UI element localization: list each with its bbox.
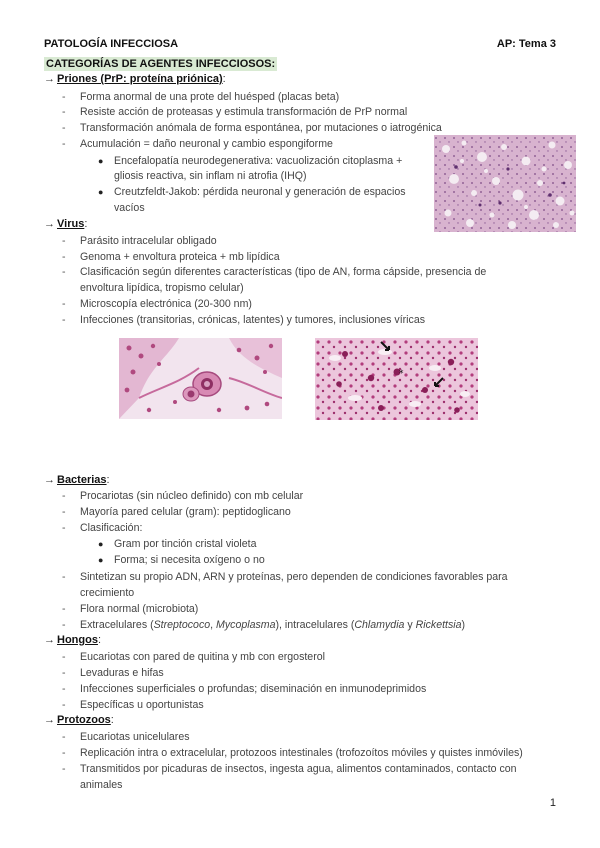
dash-bullet-icon: - [62, 683, 66, 695]
dash-bullet-icon: - [62, 266, 66, 278]
virus-micrograph-image-1 [119, 338, 282, 419]
arrow-right-icon: → [44, 474, 55, 486]
dash-bullet-icon: - [62, 571, 66, 583]
dash-bullet-icon: - [62, 106, 66, 118]
list-subitem: Encefalopatía neurodegenerativa: vacuolización citoplasma + [114, 155, 403, 167]
dash-bullet-icon: - [62, 699, 66, 711]
list-item: animales [80, 779, 123, 791]
dot-bullet-icon: ● [98, 555, 104, 565]
prion-micrograph-image [434, 135, 576, 232]
svg-text:*: * [399, 369, 404, 379]
arrow-right-icon: → [44, 218, 55, 230]
dash-bullet-icon: - [62, 235, 66, 247]
arrow-right-icon: → [44, 634, 55, 646]
list-item: Genoma + envoltura proteica + mb lipídica [80, 251, 280, 263]
list-item: Específicas u oportunistas [80, 699, 204, 711]
arrow-right-icon: → [44, 714, 55, 726]
dash-bullet-icon: - [62, 763, 66, 775]
list-subitem: vacíos [114, 202, 145, 214]
page-number: 1 [549, 797, 556, 809]
dash-bullet-icon: - [62, 506, 66, 518]
dash-bullet-icon: - [62, 251, 66, 263]
list-item: Resiste acción de proteasas y estimula transformación de PrP normal [80, 106, 408, 118]
heading-virus: → Virus: [44, 218, 88, 230]
dash-bullet-icon: - [62, 747, 66, 759]
list-subitem: Gram por tinción cristal violeta [114, 538, 257, 550]
dash-bullet-icon: - [62, 122, 66, 134]
list-item: Transformación anómala de forma espontánea, por mutaciones o iatrogénica [80, 122, 442, 134]
list-item: Eucariotas con pared de quitina y mb con ergosterol [80, 651, 325, 663]
dot-bullet-icon: ● [98, 539, 104, 549]
dash-bullet-icon: - [62, 522, 66, 534]
heading-protozoos: → Protozoos: [44, 714, 114, 726]
list-item: Mayoría pared celular (gram): peptidoglicano [80, 506, 291, 518]
list-item: Microscopía electrónica (20-300 nm) [80, 298, 252, 310]
list-item-extracelulares: Extracelulares (Streptococo, Mycoplasma), intracelulares (Chlamydia y Rickettsia) [80, 619, 466, 631]
list-item: Transmitidos por picaduras de insectos, ingesta agua, alimentos contaminados, contacto con [80, 763, 517, 775]
dash-bullet-icon: - [62, 603, 66, 615]
dash-bullet-icon: - [62, 667, 66, 679]
list-item: Levaduras e hifas [80, 667, 164, 679]
heading-hongos: → Hongos: [44, 634, 102, 646]
section-title: CATEGORÍAS DE AGENTES INFECCIOSOS: [46, 58, 276, 70]
heading-priones: → Priones (PrP: proteína priónica): [44, 73, 226, 85]
list-item: envoltura lipídica, tropismo celular) [80, 282, 244, 294]
list-item: Clasificación según diferentes características (tipo de AN, forma cápside, presencia de [80, 266, 487, 278]
list-item: crecimiento [80, 587, 135, 599]
dot-bullet-icon: ● [98, 187, 104, 197]
list-subitem: Forma; si necesita oxígeno o no [114, 554, 265, 566]
dash-bullet-icon: - [62, 91, 66, 103]
dash-bullet-icon: - [62, 651, 66, 663]
heading-bacterias: → Bacterias: [44, 474, 110, 486]
arrow-right-icon: → [44, 73, 55, 85]
dash-bullet-icon: - [62, 619, 66, 631]
dash-bullet-icon: - [62, 731, 66, 743]
list-item: Procariotas (sin núcleo definido) con mb celular [80, 490, 304, 502]
header-topic: AP: Tema 3 [496, 38, 556, 50]
list-item: Forma anormal de una prote del huésped (placas beta) [80, 91, 340, 103]
list-item: Flora normal (microbiota) [80, 603, 199, 615]
virus-micrograph-image-2 [315, 338, 478, 420]
list-item: Parásito intracelular obligado [80, 235, 217, 247]
header-subject: PATOLOGÍA INFECCIOSA [44, 38, 179, 50]
list-item: Infecciones superficiales o profundas; diseminación en inmunodeprimidos [80, 683, 427, 695]
list-item: Sintetizan su propio ADN, ARN y proteínas, pero dependen de condiciones favorables para [80, 571, 508, 583]
dot-bullet-icon: ● [98, 156, 104, 166]
list-subitem: gliosis reactiva, sin inflam ni atrofia (IHQ) [114, 170, 307, 182]
list-item: Eucariotas unicelulares [80, 731, 190, 743]
dash-bullet-icon: - [62, 314, 66, 326]
list-item: Replicación intra o extracelular, protozoos intestinales (trofozoítos móviles y quistes inmóviles) [80, 747, 523, 759]
list-subitem: Creutzfeldt-Jakob: pérdida neuronal y generación de espacios [114, 186, 406, 198]
dash-bullet-icon: - [62, 490, 66, 502]
list-item: Infecciones (transitorias, crónicas, latentes) y tumores, inclusiones víricas [80, 314, 426, 326]
list-item: Acumulación = daño neuronal y cambio espongiforme [80, 138, 333, 150]
dash-bullet-icon: - [62, 138, 66, 150]
list-item: Clasificación: [80, 522, 143, 534]
dash-bullet-icon: - [62, 298, 66, 310]
